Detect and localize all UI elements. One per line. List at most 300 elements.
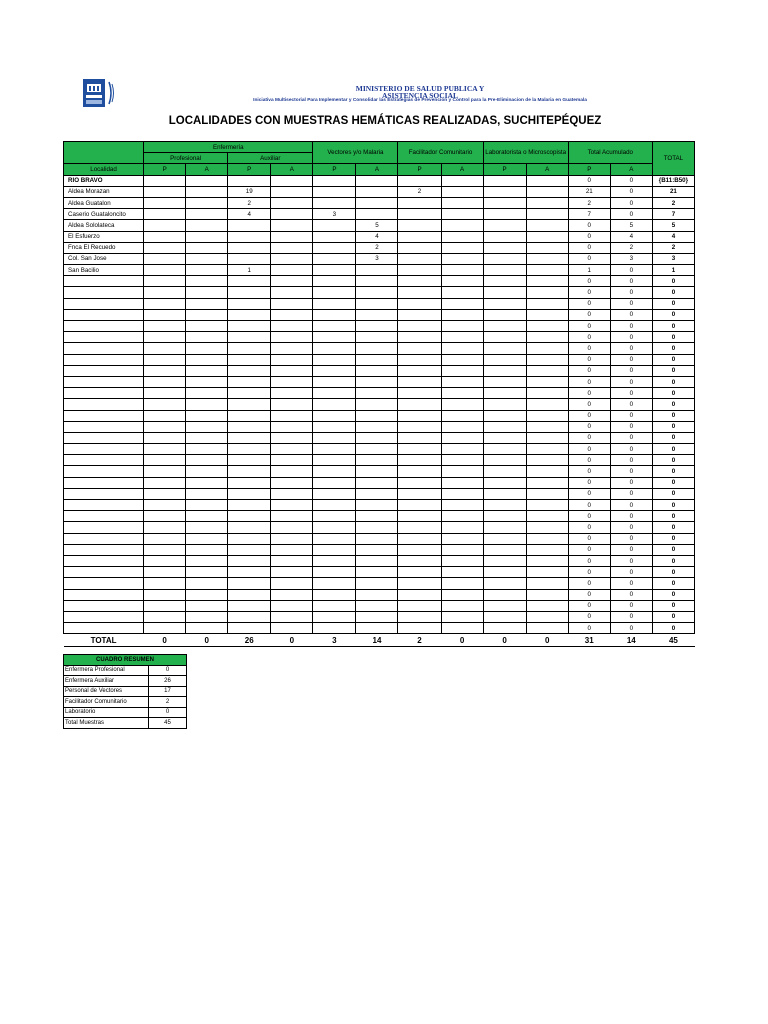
row-cell [398, 444, 441, 455]
row-cell: 0 [610, 555, 652, 566]
row-cell [186, 522, 228, 533]
row-cell [144, 220, 186, 231]
row-cell: 0 [568, 253, 610, 264]
row-localidad: Col. San Jose [64, 253, 144, 264]
row-cell [271, 197, 313, 208]
row-cell [526, 522, 568, 533]
row-cell [313, 309, 356, 320]
summary-row [64, 707, 187, 718]
row-cell [186, 253, 228, 264]
row-cell [313, 197, 356, 208]
row-cell [356, 522, 398, 533]
row-cell [526, 343, 568, 354]
table-row [64, 455, 695, 466]
row-cell [271, 298, 313, 309]
row-cell [356, 533, 398, 544]
row-cell [228, 444, 271, 455]
row-cell [483, 220, 526, 231]
row-cell [356, 410, 398, 421]
row-cell [526, 567, 568, 578]
row-cell [356, 175, 398, 186]
row-cell: 2 [398, 186, 441, 197]
table-row [64, 321, 695, 332]
totals-row [64, 634, 695, 647]
row-cell: 0 [568, 488, 610, 499]
row-cell [144, 567, 186, 578]
row-cell [64, 321, 144, 332]
totals-cell: 3 [313, 634, 356, 647]
row-cell [526, 197, 568, 208]
row-cell: 0 [568, 444, 610, 455]
row-cell [228, 343, 271, 354]
row-cell [441, 253, 483, 264]
row-cell [398, 477, 441, 488]
row-cell [313, 544, 356, 555]
row-cell: 0 [652, 309, 694, 320]
row-cell [271, 265, 313, 276]
row-cell [186, 466, 228, 477]
row-cell: 0 [610, 522, 652, 533]
row-cell [398, 321, 441, 332]
row-cell: 0 [610, 421, 652, 432]
row-cell [356, 186, 398, 197]
row-cell [144, 175, 186, 186]
row-cell [483, 265, 526, 276]
row-cell [441, 421, 483, 432]
row-cell [483, 555, 526, 566]
summary-value: 45 [149, 718, 187, 729]
header-enfermeria: Enfermería [144, 142, 313, 153]
row-cell [398, 578, 441, 589]
row-localidad: Caserio Guataloncito [64, 209, 144, 220]
row-cell [228, 242, 271, 253]
row-cell: 0 [610, 186, 652, 197]
summary-label: Total Muestras [64, 718, 149, 729]
row-cell: 4 [652, 231, 694, 242]
row-cell [271, 444, 313, 455]
row-cell [144, 287, 186, 298]
row-cell [483, 388, 526, 399]
row-cell [356, 276, 398, 287]
row-cell [313, 421, 356, 432]
row-cell: 0 [568, 500, 610, 511]
row-cell [228, 466, 271, 477]
header-a: A [610, 164, 652, 175]
header-blank [64, 142, 144, 164]
row-cell [271, 354, 313, 365]
row-cell [144, 611, 186, 622]
table-row [64, 220, 695, 231]
row-cell [483, 432, 526, 443]
row-cell [441, 242, 483, 253]
row-cell [186, 309, 228, 320]
row-cell [313, 589, 356, 600]
row-cell [271, 533, 313, 544]
row-cell [144, 589, 186, 600]
row-cell [271, 276, 313, 287]
row-cell [356, 343, 398, 354]
row-cell [144, 197, 186, 208]
row-cell [483, 276, 526, 287]
row-cell: 4 [228, 209, 271, 220]
row-cell [313, 365, 356, 376]
row-cell [271, 231, 313, 242]
row-cell [186, 421, 228, 432]
row-cell [186, 555, 228, 566]
row-cell [441, 567, 483, 578]
row-cell [186, 388, 228, 399]
summary-label: Enfermera Auxiliar [64, 676, 149, 687]
row-cell: 0 [610, 343, 652, 354]
row-cell: 0 [610, 611, 652, 622]
row-cell: 0 [610, 511, 652, 522]
row-cell [483, 376, 526, 387]
row-cell [144, 466, 186, 477]
row-cell [144, 511, 186, 522]
row-cell [483, 365, 526, 376]
row-cell: 0 [568, 365, 610, 376]
row-cell [271, 432, 313, 443]
row-cell: 0 [568, 589, 610, 600]
row-cell [228, 388, 271, 399]
row-cell: 0 [568, 298, 610, 309]
row-cell: 2 [356, 242, 398, 253]
row-cell: 0 [652, 511, 694, 522]
row-cell [313, 376, 356, 387]
table-row [64, 511, 695, 522]
table-row [64, 600, 695, 611]
row-cell: 0 [568, 276, 610, 287]
row-cell [64, 533, 144, 544]
row-cell: 0 [568, 600, 610, 611]
row-cell [483, 209, 526, 220]
row-cell [271, 343, 313, 354]
row-cell [271, 175, 313, 186]
row-cell [271, 186, 313, 197]
row-cell: 0 [568, 477, 610, 488]
row-cell: 0 [610, 410, 652, 421]
row-cell [483, 197, 526, 208]
row-cell [313, 343, 356, 354]
row-cell [398, 611, 441, 622]
row-cell [144, 343, 186, 354]
row-cell [441, 376, 483, 387]
row-cell [398, 276, 441, 287]
row-cell [483, 343, 526, 354]
row-cell [441, 197, 483, 208]
row-cell [64, 432, 144, 443]
row-cell: 0 [652, 500, 694, 511]
row-cell: 0 [652, 466, 694, 477]
row-cell [526, 444, 568, 455]
row-cell: 7 [568, 209, 610, 220]
row-cell [526, 332, 568, 343]
row-cell [398, 343, 441, 354]
table-row [64, 209, 695, 220]
row-cell [228, 522, 271, 533]
row-cell: 3 [356, 253, 398, 264]
row-cell: 0 [610, 209, 652, 220]
row-cell [441, 298, 483, 309]
row-cell [483, 186, 526, 197]
row-cell [186, 186, 228, 197]
row-cell: 0 [652, 522, 694, 533]
row-cell [313, 567, 356, 578]
row-cell [441, 209, 483, 220]
row-cell [64, 421, 144, 432]
row-cell [526, 265, 568, 276]
row-cell: 0 [610, 309, 652, 320]
row-cell: 3 [652, 253, 694, 264]
row-cell [228, 432, 271, 443]
table-row [64, 589, 695, 600]
row-cell [313, 399, 356, 410]
row-cell [483, 589, 526, 600]
totals-cell: 0 [271, 634, 313, 647]
row-cell [64, 500, 144, 511]
row-cell [313, 511, 356, 522]
row-cell [398, 399, 441, 410]
row-cell [64, 522, 144, 533]
table-row [64, 332, 695, 343]
totals-cell: 45 [652, 634, 694, 647]
row-cell [441, 399, 483, 410]
row-cell: 0 [610, 432, 652, 443]
row-cell: 0 [568, 410, 610, 421]
row-cell [186, 533, 228, 544]
row-cell [271, 309, 313, 320]
header-acumulado: Total Acumulado [568, 142, 652, 164]
row-cell [398, 388, 441, 399]
row-cell [271, 589, 313, 600]
row-cell [186, 265, 228, 276]
row-cell [64, 388, 144, 399]
table-row [64, 477, 695, 488]
samples-table [63, 141, 695, 647]
row-cell [186, 455, 228, 466]
row-cell [186, 242, 228, 253]
row-cell [441, 600, 483, 611]
row-cell [483, 567, 526, 578]
summary-row [64, 665, 187, 676]
row-localidad: Aldea Guatalon [64, 197, 144, 208]
row-cell: 0 [652, 455, 694, 466]
row-cell: 0 [610, 567, 652, 578]
row-cell [441, 309, 483, 320]
row-cell [526, 354, 568, 365]
row-cell [228, 276, 271, 287]
row-cell: 0 [568, 555, 610, 566]
header-p: P [313, 164, 356, 175]
row-cell: 0 [610, 376, 652, 387]
row-cell [483, 544, 526, 555]
table-row [64, 376, 695, 387]
row-cell [398, 511, 441, 522]
row-cell [271, 578, 313, 589]
row-cell: 0 [610, 600, 652, 611]
summary-label: Laboratorio [64, 707, 149, 718]
row-cell: 0 [610, 544, 652, 555]
row-cell [441, 444, 483, 455]
row-cell [483, 488, 526, 499]
summary-row [64, 676, 187, 687]
table-row [64, 276, 695, 287]
table-row [64, 186, 695, 197]
row-cell [356, 477, 398, 488]
row-cell [356, 544, 398, 555]
row-cell [228, 611, 271, 622]
row-cell [144, 444, 186, 455]
row-cell [271, 477, 313, 488]
table-row [64, 388, 695, 399]
row-cell: 0 [652, 421, 694, 432]
row-cell [313, 611, 356, 622]
row-cell [398, 253, 441, 264]
row-cell [64, 555, 144, 566]
row-cell [271, 376, 313, 387]
row-cell [483, 500, 526, 511]
totals-cell: 14 [356, 634, 398, 647]
row-cell [398, 287, 441, 298]
row-cell [313, 242, 356, 253]
summary-label: Personal de Vectores [64, 686, 149, 697]
row-cell [271, 287, 313, 298]
row-cell [186, 231, 228, 242]
row-cell [526, 544, 568, 555]
row-cell [483, 298, 526, 309]
row-cell [483, 354, 526, 365]
header-facilitador: Facilitador Comunitario [398, 142, 483, 164]
row-cell [526, 209, 568, 220]
row-cell [64, 477, 144, 488]
row-cell [186, 354, 228, 365]
row-cell [64, 287, 144, 298]
row-cell [441, 466, 483, 477]
row-cell: 0 [568, 354, 610, 365]
row-cell [356, 354, 398, 365]
totals-cell: 2 [398, 634, 441, 647]
row-cell [144, 309, 186, 320]
row-cell [441, 589, 483, 600]
row-cell [64, 332, 144, 343]
row-cell [356, 209, 398, 220]
row-cell: 0 [610, 623, 652, 634]
row-cell [144, 421, 186, 432]
row-cell [313, 432, 356, 443]
row-cell [64, 365, 144, 376]
row-cell: 0 [652, 477, 694, 488]
row-cell [186, 432, 228, 443]
row-cell: {B11:B50} [652, 175, 694, 186]
row-cell: 4 [610, 231, 652, 242]
row-cell [313, 276, 356, 287]
row-cell [356, 309, 398, 320]
row-cell: 0 [568, 522, 610, 533]
row-cell [228, 321, 271, 332]
header-a: A [271, 164, 313, 175]
row-cell: 0 [610, 466, 652, 477]
row-cell [228, 511, 271, 522]
row-cell [313, 175, 356, 186]
table-row [64, 533, 695, 544]
row-cell [483, 410, 526, 421]
row-cell [356, 455, 398, 466]
row-cell [186, 399, 228, 410]
row-cell [398, 242, 441, 253]
row-cell [398, 354, 441, 365]
table-row [64, 287, 695, 298]
row-cell [186, 500, 228, 511]
table-row [64, 343, 695, 354]
row-cell [526, 555, 568, 566]
row-cell: 7 [652, 209, 694, 220]
row-cell [186, 511, 228, 522]
table-row [64, 444, 695, 455]
header-p: P [483, 164, 526, 175]
row-cell: 0 [652, 432, 694, 443]
row-cell [186, 209, 228, 220]
row-cell: 0 [568, 421, 610, 432]
row-cell [441, 533, 483, 544]
row-cell [526, 242, 568, 253]
row-cell [398, 332, 441, 343]
row-cell: 0 [652, 533, 694, 544]
row-cell [398, 589, 441, 600]
row-cell: 0 [610, 321, 652, 332]
row-cell [186, 477, 228, 488]
row-cell [398, 410, 441, 421]
row-cell [356, 376, 398, 387]
row-cell [313, 533, 356, 544]
row-cell [271, 209, 313, 220]
row-cell [441, 578, 483, 589]
row-cell [186, 276, 228, 287]
row-cell [441, 365, 483, 376]
row-cell: 0 [568, 388, 610, 399]
row-cell: 0 [610, 533, 652, 544]
row-cell [398, 567, 441, 578]
row-cell [186, 321, 228, 332]
row-cell [271, 388, 313, 399]
row-cell [228, 500, 271, 511]
row-cell [228, 578, 271, 589]
row-cell [398, 376, 441, 387]
row-cell [483, 511, 526, 522]
row-localidad: Aldea Sololateca [64, 220, 144, 231]
row-cell [144, 365, 186, 376]
row-cell [228, 376, 271, 387]
totals-cell: 26 [228, 634, 271, 647]
row-cell [144, 533, 186, 544]
row-cell [144, 388, 186, 399]
row-cell [483, 399, 526, 410]
row-cell [526, 365, 568, 376]
row-cell [398, 623, 441, 634]
row-cell: 0 [568, 231, 610, 242]
header-total: TOTAL [652, 142, 694, 176]
row-cell [526, 533, 568, 544]
totals-label: TOTAL [64, 634, 144, 647]
row-cell [313, 488, 356, 499]
row-cell: 1 [228, 265, 271, 276]
totals-cell: 0 [186, 634, 228, 647]
row-cell [64, 611, 144, 622]
row-cell [186, 197, 228, 208]
row-cell [441, 287, 483, 298]
header-a: A [526, 164, 568, 175]
summary-table [63, 654, 187, 729]
row-cell [313, 231, 356, 242]
